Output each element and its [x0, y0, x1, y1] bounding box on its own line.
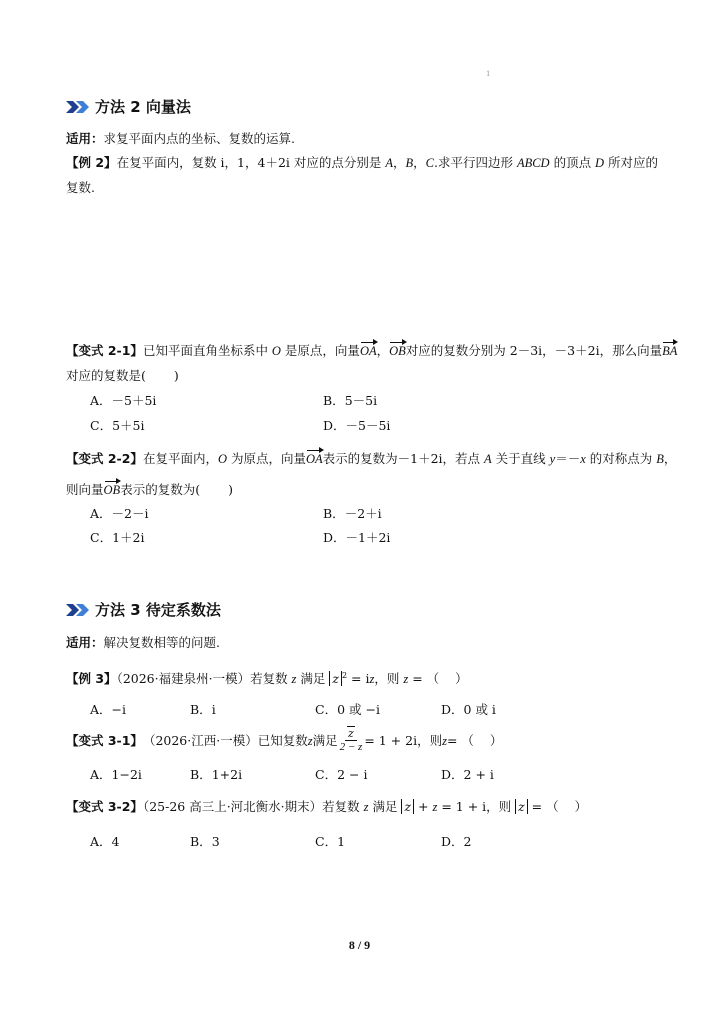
- fraction-denominator: 2 − z: [339, 741, 363, 753]
- vector-oa: OA: [305, 452, 323, 466]
- section-heading-text: 方法 3 待定系数法: [95, 601, 221, 619]
- example-text: ，: [413, 155, 426, 170]
- option-d[interactable]: D．2 + i: [441, 767, 494, 782]
- option-a[interactable]: A．−i: [90, 702, 127, 717]
- question-text: 对应的复数是(: [66, 368, 146, 383]
- abs-z: z: [401, 799, 414, 814]
- question-text: = i: [347, 671, 370, 687]
- question-text: （2026·福建泉州·一模）若复数: [116, 671, 292, 687]
- var-z: z: [291, 672, 297, 687]
- parallelogram-name: ABCD: [516, 156, 550, 170]
- double-chevron-icon: [66, 604, 90, 616]
- option-c[interactable]: C．1: [315, 834, 346, 849]
- vector-oa: OA: [359, 344, 377, 358]
- question-text: 为原点，向量: [226, 451, 306, 466]
- variant-2-2-line-2: [66, 482, 233, 498]
- var-z: z: [403, 672, 409, 687]
- abs-z: z: [329, 671, 342, 686]
- variant-label: 【变式 3-2】: [66, 799, 143, 814]
- question-text: = （: [527, 799, 559, 814]
- option-c[interactable]: C．2 − i: [315, 767, 368, 782]
- option-c[interactable]: C．1＋2i: [90, 530, 145, 545]
- example-2-line-2: 复数.: [66, 180, 95, 195]
- example-text: 在复平面内，复数 i，1，4＋2i 对应的点分别是: [116, 155, 386, 170]
- option-d[interactable]: D．－5－5i: [323, 418, 391, 433]
- point-a: A: [385, 156, 393, 170]
- abs-z: z: [515, 799, 528, 814]
- question-text: 表示的复数为－1＋2i，若点: [322, 451, 485, 466]
- option-a[interactable]: A．－5＋5i: [90, 393, 157, 408]
- example-2-line-1: [66, 155, 658, 171]
- variant-label: 【变式 3-1】: [66, 732, 143, 748]
- question-text: 关于直线: [491, 451, 550, 466]
- question-text: 表示的复数为(: [120, 482, 201, 497]
- example-text: ，: [392, 155, 406, 170]
- question-text: 则向量: [66, 482, 104, 497]
- option-b[interactable]: B．3: [190, 834, 220, 849]
- question-text: = （: [408, 671, 440, 687]
- question-text: ＝－: [555, 451, 581, 466]
- point-a: A: [484, 452, 492, 466]
- option-d[interactable]: D．0 或 i: [441, 702, 496, 717]
- var-y: y: [549, 452, 556, 466]
- var-z: z: [363, 800, 369, 814]
- option-a[interactable]: A．1−2i: [90, 767, 142, 782]
- question-text: 在复平面内，: [142, 451, 218, 466]
- option-b[interactable]: B．1+2i: [190, 767, 243, 782]
- question-text: ）: [489, 732, 503, 748]
- example-text: 所对应的: [604, 155, 659, 170]
- option-b[interactable]: B．5－5i: [323, 393, 378, 408]
- point-b: B: [405, 156, 414, 170]
- var-z: z: [307, 733, 313, 748]
- section-heading-method-3: [66, 601, 221, 619]
- conjugate-z: z: [348, 727, 354, 740]
- corner-mark: 1: [486, 70, 491, 78]
- origin-o: O: [271, 344, 281, 358]
- question-text: = 1 + i，则: [437, 799, 516, 814]
- vector-ob: OB: [103, 483, 121, 497]
- option-b[interactable]: B．i: [190, 702, 216, 717]
- var-z: z: [369, 672, 375, 687]
- double-chevron-icon: [66, 101, 90, 113]
- question-text: 已知平面直角坐标系中: [142, 343, 272, 358]
- question-text: = 1 + 2i，则: [364, 732, 443, 748]
- variant-label: 【变式 2-2】: [66, 451, 143, 466]
- question-text: = （: [446, 732, 474, 748]
- example-3-line: [66, 668, 468, 687]
- question-text: （25-26 高三上·河北衡水·期末）若复数: [142, 799, 364, 814]
- page-number: 8 / 9: [348, 938, 371, 952]
- example-label: 【例 3】: [66, 671, 117, 687]
- option-c[interactable]: C．0 或 −i: [315, 702, 380, 717]
- variant-3-1-line: [66, 728, 502, 753]
- exponent: 2: [341, 671, 348, 680]
- applies-text: 求复平面内点的坐标、复数的运算.: [103, 131, 295, 146]
- option-d[interactable]: D．2: [441, 834, 472, 849]
- section-heading-text: 方法 2 向量法: [95, 98, 191, 116]
- point-b: B: [656, 452, 664, 466]
- example-text: 的顶点: [549, 155, 596, 170]
- applies-line-2: [66, 131, 295, 147]
- applies-text: 解决复数相等的问题.: [103, 635, 220, 650]
- var-x: x: [580, 452, 586, 466]
- var-z: z: [442, 733, 447, 748]
- var-z: z: [432, 800, 438, 814]
- applies-label: 适用：: [66, 131, 104, 146]
- variant-2-1-line-2: [66, 368, 179, 384]
- question-text: 的对称点为: [585, 451, 657, 466]
- question-text: ): [228, 482, 233, 497]
- option-c[interactable]: C．5＋5i: [90, 418, 145, 433]
- question-text: 满足: [368, 799, 402, 814]
- question-text: 满足: [296, 671, 330, 687]
- variant-label: 【变式 2-1】: [66, 343, 143, 358]
- vector-ob: OB: [389, 344, 406, 358]
- question-text: ): [173, 368, 179, 383]
- vector-ba: BA: [662, 344, 678, 358]
- point-c: C: [425, 156, 434, 170]
- applies-line-3: [66, 635, 220, 651]
- question-text: +: [414, 799, 433, 814]
- fraction: [340, 728, 363, 753]
- example-text: .求平行四边形: [434, 155, 517, 170]
- point-d: D: [595, 156, 605, 170]
- section-heading-method-2: [66, 98, 191, 116]
- question-text: （2026·江西·一模）已知复数: [142, 732, 308, 748]
- option-a[interactable]: A．－2－i: [90, 506, 149, 521]
- question-text: ，: [376, 343, 390, 358]
- question-text: ）: [574, 799, 588, 814]
- question-text: 对应的复数分别为 2－3i，－3＋2i，那么向量: [405, 343, 663, 358]
- question-text: ，则: [374, 671, 404, 687]
- origin-o: O: [217, 452, 227, 466]
- option-b[interactable]: B．－2＋i: [323, 506, 382, 521]
- applies-label: 适用：: [66, 635, 104, 650]
- question-text: 满足: [312, 732, 338, 748]
- question-text: ，: [663, 451, 677, 466]
- question-text: ）: [455, 671, 468, 687]
- question-text: 是原点，向量: [280, 343, 360, 358]
- variant-2-2-line-1: [66, 451, 676, 467]
- example-label: 【例 2】: [66, 155, 117, 170]
- option-a[interactable]: A．4: [90, 834, 120, 849]
- variant-2-1-line-1: [66, 343, 677, 359]
- option-d[interactable]: D．－1＋2i: [323, 530, 391, 545]
- variant-3-2-line: [66, 799, 587, 815]
